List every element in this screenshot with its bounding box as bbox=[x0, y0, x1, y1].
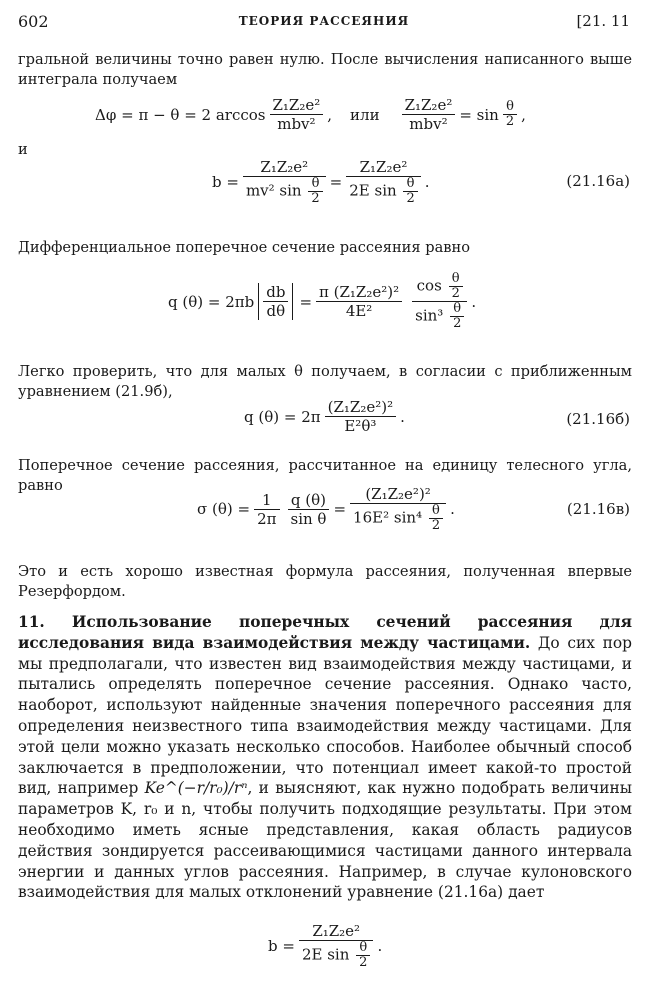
equation-differential-cross-section: q (θ) = 2πb $\frac{db}{d\theta}$ = $\frac{\text{π (Z₁Z₂e²)²}}{\text{4E²}}$ cos $\frac{\theta}{2}$ sin³ $\frac{\theta}{2}$ . bbox=[168, 271, 477, 331]
section-11-heading: 11. Использование поперечных сечений рассеяния для исследования вида взаимодействия между частицами. bbox=[18, 613, 632, 652]
equation-label-21-16a: (21.16а) bbox=[566, 172, 630, 190]
equation-small-angle: q (θ) = 2π $\frac{\text{(Z₁Z₂e²)²}}{\text{E²θ³}}$ . bbox=[244, 398, 405, 435]
section-11-body-a: До сих пор мы предполагали, что известен вид взаимодействия между частицами, и пытались определять поперечное сечение рассеяния. Однако часто, наоборот, используют найденные значения поперечного рассеяния для определения неизвестного типа взаимодействия между частицами. Для этой цели можно указать несколько способов. Наиболее обычный способ заключается в предположении, что потенциал имеет какой-то простой вид, например bbox=[18, 633, 632, 798]
paragraph-differential: Дифференциальное поперечное сечение рассеяния равно bbox=[18, 239, 471, 256]
page-header bbox=[18, 12, 630, 34]
equation-label-21-16b: (21.16б) bbox=[566, 410, 630, 428]
paragraph-intro: гральной величины точно равен нулю. После вычисления написанного выше интеграла получаем bbox=[18, 51, 632, 88]
section-11-body-b: , и выясняют, как нужно подобрать величины параметров K, r₀ и n, чтобы получить подходящие результаты. При этом необходимо иметь ясные представления, какая область радиусов действия зондируется рассеивающимися частицами данного интервала энергии и данных углов рассеяния. Например, в случае кулоновского взаимодействия для малых отклонений уравнение (21.16а) дает bbox=[18, 779, 632, 902]
equation-small-deflection: b = Z₁Z₂e² 2E sin $\frac{\theta}{2}$ . bbox=[268, 922, 383, 970]
equation-delta-phi: Δφ = π − θ = 2 arccos $\frac{\text{Z₁Z₂e²}}{\text{mbv²}}$ , или $\frac{\text{Z₁Z₂e²}}{\text{mbv²}}$ = sin $\frac{\theta}{2}$ , bbox=[95, 96, 526, 133]
section-ref: [21. 11 bbox=[576, 12, 630, 30]
potential-formula: Ke^(−r/r₀)/rⁿ bbox=[144, 779, 248, 798]
equation-label-21-16v: (21.16в) bbox=[566, 500, 630, 518]
paragraph-rutherford: Это и есть хорошо известная формула рассеяния, полученная впервые Резерфордом. bbox=[18, 563, 632, 600]
running-title: ТЕОРИЯ РАССЕЯНИЯ bbox=[238, 14, 410, 28]
conjunction: и bbox=[18, 141, 28, 158]
equation-rutherford: σ (θ) = $\frac{1}{2\pi}$ $\frac{q (\theta)}{\text{sin θ}}$ = (Z₁Z₂e²)² 16E² sin⁴ $\frac{\theta}{2}$ . bbox=[197, 485, 455, 533]
equation-impact-parameter: b = Z₁Z₂e² mv² sin $\frac{\theta}{2}$ = Z₁Z₂e² 2E sin $\frac{\theta}{2}$ . bbox=[212, 158, 430, 206]
section-11 bbox=[18, 612, 632, 903]
page-number: 602 bbox=[18, 12, 49, 31]
paragraph-small-angles: Легко проверить, что для малых θ получаем, в согласии с приближенным уравнением (21.9б), bbox=[18, 363, 632, 400]
paragraph-solid-angle: Поперечное сечение рассеяния, рассчитанное на единицу телесного угла, равно bbox=[18, 457, 632, 494]
